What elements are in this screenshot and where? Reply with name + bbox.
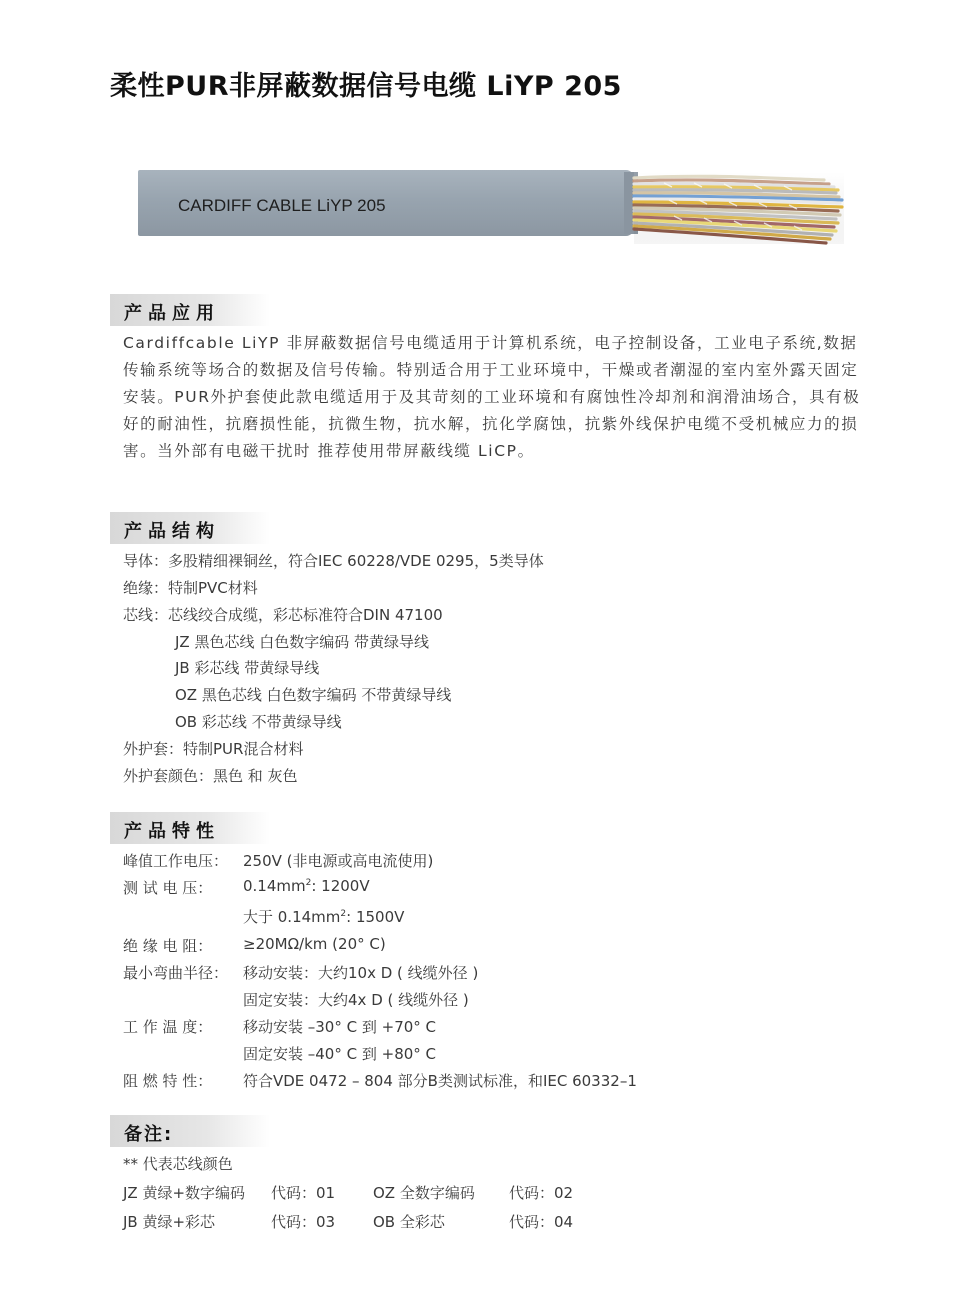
- cable-wires-icon: [624, 148, 864, 258]
- page-title: 柔性PUR非屏蔽数据信号电缆 LiYP 205: [110, 71, 622, 102]
- temperature-label: 工 作 温 度：: [123, 1018, 213, 1036]
- section-title-properties: 产品特性: [124, 821, 220, 842]
- section-title-structure: 产品结构: [124, 521, 220, 542]
- structure-core-oz: OZ 黑色芯线 白色数字编码 不带黄绿导线: [175, 686, 452, 704]
- section-header-notes: [110, 1115, 270, 1147]
- test-voltage-line2: 大于 $0.14mm^2$: 1500V: [243, 908, 405, 926]
- section-title-application: 产品应用: [124, 303, 220, 324]
- structure-conductor: 导体：多股精细裸铜丝，符合IEC 60228/VDE 0295，5类导体: [123, 552, 544, 570]
- test-voltage-label: 测 试 电 压：: [123, 879, 213, 897]
- notes-row2-left: JB 黄绿+彩芯: [123, 1213, 216, 1231]
- notes-intro: ** 代表芯线颜色: [123, 1155, 233, 1173]
- bending-radius-moving: 移动安装：大约10x D ( 线缆外径 ): [243, 964, 479, 982]
- peak-voltage-value: 250V (非电源或高电流使用): [243, 852, 434, 870]
- structure-core-jz: JZ 黑色芯线 白色数字编码 带黄绿导线: [175, 633, 430, 651]
- section-header-application: [110, 294, 270, 326]
- temperature-fixed: 固定安装 –40° C 到 +80° C: [243, 1045, 437, 1063]
- structure-jacket-color: 外护套颜色：黑色 和 灰色: [123, 767, 298, 785]
- peak-voltage-label: 峰值工作电压：: [123, 852, 229, 870]
- flame-label: 阻 燃 特 性：: [123, 1072, 213, 1090]
- bending-radius-label: 最小弯曲半径：: [123, 964, 229, 982]
- notes-row1-left: JZ 黄绿+数字编码: [123, 1184, 246, 1202]
- application-paragraph: Cardiffcable LiYP 非屏蔽数据信号电缆适用于计算机系统，电子控制设备，工业电子系统,数据传输系统等场合的数据及信号传输。特别适合用于工业环境中，干燥或者潮湿的室内室外露天固定安装。PUR外护套使此款电缆适用于及其苛刻的工业环境和有腐蚀性冷却剂和润滑油场合，具有极好的耐油性，抗磨损性能，抗微生物，抗水解，抗化学腐蚀，抗紫外线保护电缆不受机械应力的损害。当外部有电磁干扰时 推荐使用带屏蔽线缆 LiCP。: [123, 334, 861, 460]
- flame-value: 符合VDE 0472 – 804 部分B类测试标准，和IEC 60332–1: [243, 1072, 637, 1090]
- structure-jacket: 外护套：特制PUR混合材料: [123, 740, 304, 758]
- cable-label: CARDIFF CABLE LiYP 205: [178, 196, 386, 215]
- cable-illustration: [138, 148, 868, 258]
- section-header-structure: [110, 512, 270, 544]
- bending-radius-fixed: 固定安装：大约4x D ( 线缆外径 ): [243, 991, 469, 1009]
- insulation-resistance-value: ≥20MΩ/km (20° C): [243, 935, 386, 953]
- section-title-notes: 备注:: [124, 1124, 174, 1145]
- test-voltage-line1: $0.14mm^2$: 1200V: [243, 877, 370, 895]
- notes-row2-right-code: 代码：04: [509, 1213, 574, 1231]
- structure-core-ob: OB 彩芯线 不带黄绿导线: [175, 713, 342, 731]
- structure-insulation: 绝缘：特制PVC材料: [123, 579, 258, 597]
- notes-row2-left-code: 代码：03: [271, 1213, 336, 1231]
- notes-row1-right: OZ 全数字编码: [373, 1184, 475, 1202]
- notes-row2-right: OB 全彩芯: [373, 1213, 445, 1231]
- structure-core-jb: JB 彩芯线 带黄绿导线: [175, 659, 320, 677]
- notes-row1-right-code: 代码：02: [509, 1184, 574, 1202]
- temperature-moving: 移动安装 –30° C 到 +70° C: [243, 1018, 437, 1036]
- insulation-resistance-label: 绝 缘 电 阻：: [123, 937, 213, 955]
- section-header-properties: [110, 812, 270, 844]
- structure-cores: 芯线：芯线绞合成缆，彩芯标准符合DIN 47100: [123, 606, 443, 624]
- notes-row1-left-code: 代码：01: [271, 1184, 336, 1202]
